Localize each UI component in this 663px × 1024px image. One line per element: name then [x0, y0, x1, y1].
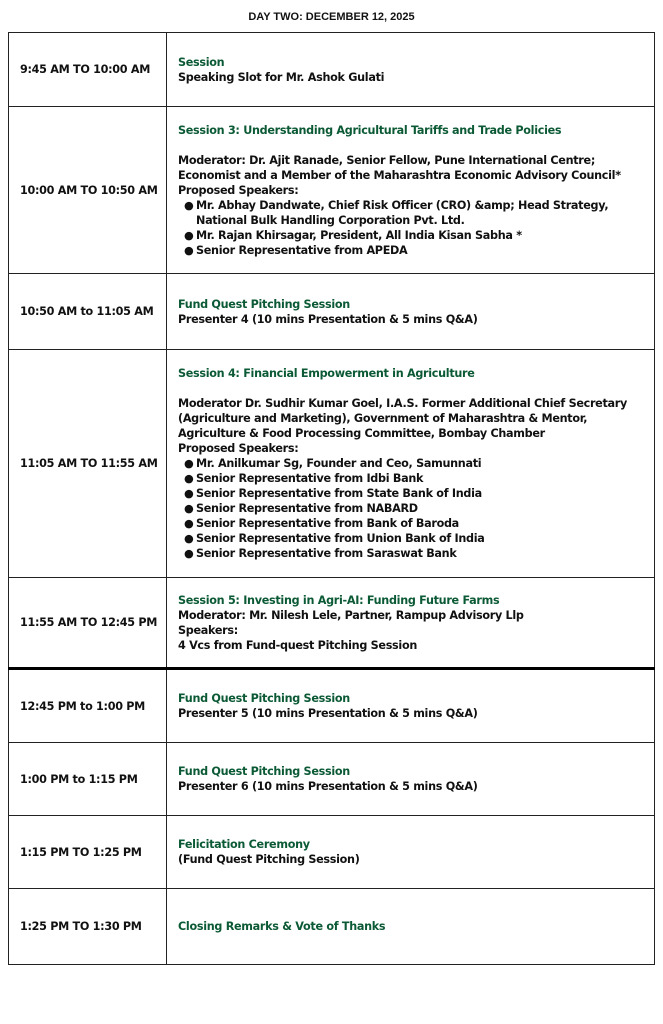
- session-line: 4 Vcs from Fund-quest Pitching Session: [178, 638, 418, 652]
- session-cell: [167, 274, 655, 350]
- session-title: Session 3: Understanding Agricultural Tariffs and Trade Policies: [178, 123, 562, 137]
- session-title: Fund Quest Pitching Session: [178, 765, 350, 778]
- agenda-row: [9, 816, 655, 889]
- speaker-item: ● Senior Representative from State Bank of India: [184, 487, 482, 500]
- session-line: Presenter 6 (10 mins Presentation & 5 mins Q&A): [178, 780, 478, 793]
- session-title: Felicitation Ceremony: [178, 838, 310, 851]
- session-cell: [167, 33, 655, 107]
- session-line: Presenter 4 (10 mins Presentation & 5 mins Q&A): [178, 312, 478, 326]
- bullet-icon: ●: [184, 457, 194, 470]
- speaker-item: ● Senior Representative from Union Bank of India: [184, 532, 485, 545]
- bullet-icon: ●: [184, 547, 194, 560]
- session-cell: [167, 578, 655, 669]
- bullet-icon: ●: [184, 228, 194, 242]
- time-slot: 1:00 PM to 1:15 PM: [9, 743, 167, 816]
- bullet-icon: ●: [184, 517, 194, 530]
- bullet-icon: ●: [184, 532, 194, 545]
- session-line: (Fund Quest Pitching Session): [178, 853, 360, 866]
- session-cell: [167, 350, 655, 578]
- session-line: Speakers:: [178, 623, 238, 637]
- session-cell: [167, 107, 655, 274]
- session-title: Session 4: Financial Empowerment in Agriculture: [178, 367, 475, 380]
- session-title: Session 5: Investing in Agri-AI: Funding Future Farms: [178, 593, 500, 607]
- time-slot: 12:45 PM to 1:00 PM: [9, 669, 167, 743]
- session-title: Closing Remarks & Vote of Thanks: [178, 920, 386, 933]
- speaker-list: [178, 456, 644, 561]
- session-cell: [167, 816, 655, 889]
- speaker-item: ● Senior Representative from Idbi Bank: [184, 472, 424, 485]
- agenda-row: [9, 274, 655, 350]
- time-slot: 1:25 PM TO 1:30 PM: [9, 889, 167, 965]
- agenda-table: [8, 32, 655, 965]
- bullet-icon: ●: [184, 487, 194, 500]
- bullet-icon: ●: [184, 198, 194, 212]
- speakers-label: Proposed Speakers:: [178, 183, 299, 197]
- time-slot: 10:00 AM TO 10:50 AM: [9, 107, 167, 274]
- session-cell: [167, 669, 655, 743]
- moderator: Moderator Dr. Sudhir Kumar Goel, I.A.S. Former Additional Chief Secretary (Agriculture and Marketing), Government of Maharashtra & Mentor, Agriculture & Food Processing Committee, Bombay Chamber: [178, 397, 627, 440]
- agenda-row: [9, 107, 655, 274]
- time-slot: 10:50 AM to 11:05 AM: [9, 274, 167, 350]
- agenda-row: [9, 578, 655, 669]
- time-slot: 1:15 PM TO 1:25 PM: [9, 816, 167, 889]
- agenda-row: [9, 743, 655, 816]
- speaker-item: ● Senior Representative from Saraswat Bank: [184, 547, 457, 560]
- session-cell: [167, 889, 655, 965]
- agenda-row: [9, 669, 655, 743]
- time-slot: 9:45 AM TO 10:00 AM: [9, 33, 167, 107]
- agenda-row: [9, 33, 655, 107]
- session-line: Presenter 5 (10 mins Presentation & 5 mins Q&A): [178, 707, 478, 720]
- moderator: Moderator: Dr. Ajit Ranade, Senior Fellow, Pune International Centre; Economist and a Member of the Maharashtra Economic Advisory Council*: [178, 153, 621, 182]
- speaker-list: [178, 198, 644, 258]
- session-title: Session: [178, 55, 225, 69]
- bullet-icon: ●: [184, 502, 194, 515]
- bullet-icon: ●: [184, 472, 194, 485]
- session-line: Moderator: Mr. Nilesh Lele, Partner, Rampup Advisory Llp: [178, 608, 524, 622]
- speaker-item: ● Mr. Anilkumar Sg, Founder and Ceo, Samunnati: [184, 457, 482, 470]
- bullet-icon: ●: [184, 243, 194, 257]
- session-cell: [167, 743, 655, 816]
- speaker-item: ● Senior Representative from NABARD: [184, 502, 418, 515]
- session-title: Fund Quest Pitching Session: [178, 297, 350, 311]
- session-title: Fund Quest Pitching Session: [178, 692, 350, 705]
- speaker-item: ● Mr. Rajan Khirsagar, President, All India Kisan Sabha *: [184, 228, 522, 242]
- agenda-row: [9, 889, 655, 965]
- day-title: DAY TWO: DECEMBER 12, 2025: [248, 11, 415, 23]
- speakers-label: Proposed Speakers:: [178, 442, 299, 455]
- time-slot: 11:05 AM TO 11:55 AM: [9, 350, 167, 578]
- speaker-item: ● Mr. Abhay Dandwate, Chief Risk Officer (CRO) &amp; Head Strategy, National Bulk Handling Corporation Pvt. Ltd.: [184, 198, 609, 227]
- agenda-row: [9, 350, 655, 578]
- time-slot: 11:55 AM TO 12:45 PM: [9, 578, 167, 669]
- speaker-item: ● Senior Representative from Bank of Baroda: [184, 517, 459, 530]
- speaker-item: ● Senior Representative from APEDA: [184, 243, 408, 257]
- session-line: Speaking Slot for Mr. Ashok Gulati: [178, 70, 385, 84]
